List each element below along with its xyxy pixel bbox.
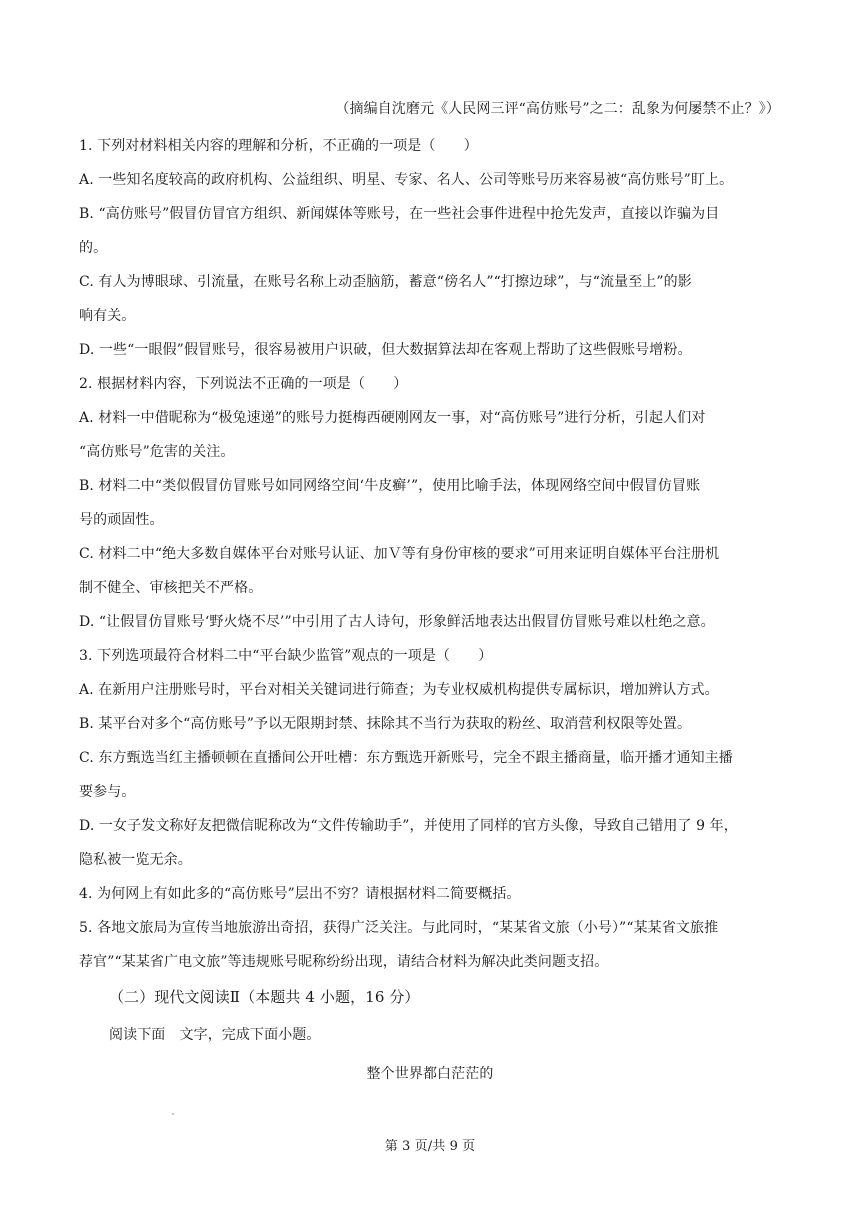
question-3-stem: 3. 下列选项最符合材料二中“平台缺少监管”观点的一项是（ ）	[79, 648, 493, 664]
question-2-option-b-line1: B. 材料二中“类似假冒仿冒账号如同网络空间‘牛皮癣’”，使用比喻手法，体现网络空间中假冒仿冒账	[79, 478, 701, 494]
question-1-option-d: D. 一些“一眼假”假冒账号，很容易被用户识破，但大数据算法却在客观上帮助了这些假账号增粉。	[79, 342, 692, 358]
question-5-line2: 荐官”“某某省广电文旅”等违规账号昵称纷纷出现，请结合材料为解决此类问题支招。	[79, 954, 609, 970]
question-1-option-c-line1: C. 有人为博眼球、引流量，在账号名称上动歪脑筋，蓄意“傍名人”“打擦边球”，与“流量至上”的影	[79, 274, 692, 290]
question-2-stem: 2. 根据材料内容，下列说法不正确的一项是（ ）	[79, 376, 408, 392]
question-3-option-a: A. 在新用户注册账号时，平台对相关关键词进行筛查；为专业权威机构提供专属标识，增加辨认方式。	[79, 682, 719, 698]
question-1-option-b-line2: 的。	[79, 240, 108, 256]
question-1-option-c-line2: 响有关。	[79, 308, 136, 324]
question-3-option-c-line1: C. 东方甄选当红主播顿顿在直播间公开吐槽：东方甄选开新账号，完全不跟主播商量，临开播才通知主播	[79, 750, 733, 766]
question-2-option-a-line1: A. 材料一中借昵称为“极兔速递”的账号力挺梅西硬刚网友一事，对“高仿账号”进行分析，引起人们对	[79, 410, 706, 426]
question-1-stem: 1. 下列对材料相关内容的理解和分析，不正确的一项是（ ）	[79, 138, 478, 154]
question-2-option-d: D. “让假冒仿冒账号‘野火烧不尽’”中引用了古人诗句，形象鲜活地表达出假冒仿冒账号难以杜绝之意。	[79, 614, 715, 630]
scan-dot	[172, 1113, 174, 1115]
question-4-stem: 4. 为何网上有如此多的“高仿账号”层出不穷？请根据材料二简要概括。	[79, 886, 521, 902]
question-1-option-a: A. 一些知名度较高的政府机构、公益组织、明星、专家、名人、公司等账号历来容易被“高仿账号”盯上。	[79, 172, 734, 188]
question-2-option-c-line1: C. 材料二中“绝大多数自媒体平台对账号认证、加Ｖ等有身份审核的要求”可用来证明自媒体平台注册机	[79, 546, 720, 562]
page-footer: 第 3 页/共 9 页	[384, 1139, 476, 1154]
question-3-option-d-line2: 隐私被一览无余。	[79, 852, 192, 868]
question-5-line1: 5. 各地文旅局为宣传当地旅游出奇招，获得广泛关注。与此同时，“某某省文旅（小号）”“某某省文旅推	[79, 920, 719, 936]
question-2-option-b-line2: 号的顽固性。	[79, 512, 164, 528]
passage-title: 整个世界都白茫茫的	[366, 1066, 494, 1082]
reading-instruction: 阅读下面 文字，完成下面小题。	[109, 1027, 321, 1043]
section-heading: （二）现代文阅读Ⅱ（本题共 4 小题，16 分）	[109, 988, 420, 1006]
question-3-option-d-line1: D. 一女子发文称好友把微信昵称改为“文件传输助手”，并使用了同样的官方头像，导致自己错用了 9 年，	[79, 818, 738, 834]
question-2-option-a-line2: “高仿账号”危害的关注。	[79, 444, 235, 460]
source-citation: （摘编自沈磨元《人民网三评“高仿账号”之二：乱象为何屡禁不止？》）	[335, 101, 780, 117]
question-3-option-c-line2: 要参与。	[79, 784, 136, 800]
question-1-option-b-line1: B. “高仿账号”假冒仿冒官方组织、新闻媒体等账号，在一些社会事件进程中抢先发声，直接以诈骗为目	[79, 206, 720, 222]
question-3-option-b: B. 某平台对多个“高仿账号”予以无限期封禁、抹除其不当行为获取的粉丝、取消营利权限等处置。	[79, 716, 692, 732]
question-2-option-c-line2: 制不健全、审核把关不严格。	[79, 580, 263, 596]
